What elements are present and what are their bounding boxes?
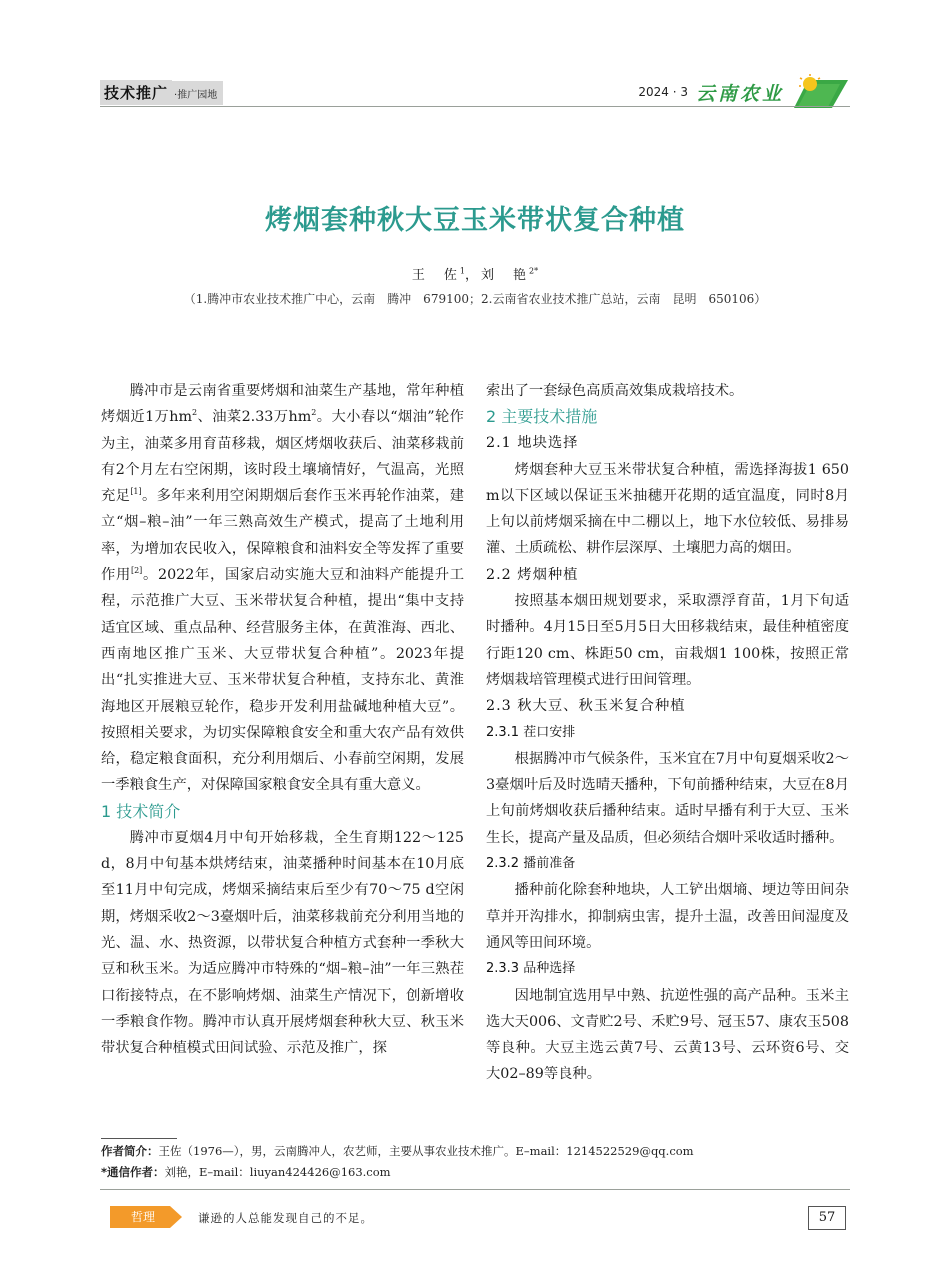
intro-text-d: 。多年来利用空闲期烟后套作玉米再轮作油菜，建立“烟–粮–油”一年三熟高效生产模式，提高了土地利用率，为增加农民收入，保障粮食和油料安全等发挥了重要作用 [101,488,465,584]
corresponding-author-text: 刘艳，E–mail：liuyan424426@163.com [164,1165,391,1179]
citation-ref[interactable]: [2] [130,566,143,576]
section-label [100,80,223,105]
intro-text-c: 。大小春以“烟油”轮作为主，油菜多用育苗移栽，烟区烤烟收获后、油菜移栽前有2个月左右空闲期，该时段土壤墒情好，气温高，光照充足 [101,409,464,505]
intro-text-a: 腾冲市是云南省重要烤烟和油菜生产基地，常年种植烤烟近1万hm [101,383,464,426]
author-2-affiliation: 2* [529,266,539,276]
intro-paragraph [101,378,464,799]
magazine-masthead [638,74,850,110]
right-column [486,378,849,1088]
author-bio-text: 王佐（1976—），男，云南腾冲人，农艺师，主要从事农业技术推广。E–mail：1214522529@qq.com [158,1144,694,1158]
superscript: 2 [192,408,198,418]
magazine-title: 云南农业 [695,82,784,105]
section-1-continuation: 索出了一套绿色高质高效集成栽培技术。 [486,383,744,399]
citation-ref[interactable]: [1] [130,487,142,497]
author-bio-footnote [101,1143,861,1159]
author-bio-label: 作者简介： [101,1144,159,1158]
section-1-paragraph: 腾冲市夏烟4月中旬开始移栽，全生育期122～125 d，8月中旬基本烘烤结束，油菜播种时间基本在10月底至11月中旬完成，烤烟采摘结束后至少有70～75 d空闲期，烤烟采收2～3臺烟叶后，油菜移栽前充分利用当地的光、温、水、热资源，以带状复合种植方式套种一季秋大豆和秋玉米。为适应腾冲市特殊的“烟–粮–油”一年三熟茬口衔接特点，在不影响烤烟、油菜生产情况下，创新增收一季粮食作物。腾冲市认真开展烤烟套种秋大豆、秋玉米带状复合种植模式田间试验、示范及推广，探 [101,829,464,1057]
section-2-3-heading: 2.3 秋大豆、秋玉米复合种植 [486,698,686,715]
corresponding-author-footnote [101,1164,861,1180]
superscript: 2 [311,408,317,418]
subsection-name: ·推广园地 [172,81,223,105]
corresponding-author-label: *通信作者： [101,1165,165,1179]
section-2-3-1-paragraph: 根据腾冲市气候条件，玉米宜在7月中旬夏烟采收2～3臺烟叶后及时选晴天播种，下旬前播种结束，大豆在8月上旬前烤烟收获后播种结束。适时早播有利于大豆、玉米生长，提高产量及品质，但必须结合烟叶采收适时播种。 [486,750,849,846]
intro-text-b: 、油菜2.33万hm [197,409,312,426]
footer-quote: 谦逊的人总能发现自己的不足。 [198,1211,373,1225]
section-1-heading: 1 技术简介 [101,801,181,821]
author-1: 王 佐 [411,268,460,283]
section-2-2-paragraph: 按照基本烟田规划要求，采取漂浮育苗，1月下旬适时播种。4月15日至5月5日大田移栽结束，最佳种植密度行距120 cm、株距50 cm，亩栽烟1 100株，按照正常烤烟栽培管理模式进行田间管理。 [486,593,849,688]
article-title: 烤烟套种秋大豆玉米带状复合种植 [265,205,685,236]
philosophy-badge-label: 哲理 [130,1210,155,1224]
leaf-sun-logo-icon [788,74,850,110]
section-2-1-paragraph: 烤烟套种大豆玉米带状复合种植，需选择海拔1 650 m以下区域以保证玉米抽穗开花期的适宜温度，同时8月上旬以前烤烟采摘在中二棚以上，地下水位较低、易排易灌、土质疏松、耕作层深厚、土壤肥力高的烟田。 [486,461,849,557]
affiliation-line: （1.腾冲市农业技术推广中心，云南 腾冲 679100；2.云南省农业技术推广总站，云南 昆明 650106） [183,292,767,306]
author-2: 刘 艳 [481,268,530,283]
author-line [0,264,950,283]
section-2-3-1-heading: 2.3.1 茬口安排 [486,724,576,740]
section-2-3-3-heading: 2.3.3 品种选择 [486,961,576,977]
issue-number: 2024 · 3 [638,85,688,99]
intro-text-e: 。2022年，国家启动实施大豆和油料产能提升工程，示范推广大豆、玉米带状复合种植，提出“集中支持适宜区域、重点品种、经营服务主体，在黄淮海、西北、西南地区推广玉米、大豆带状复合种植”。2023年提出“扎实推进大豆、玉米带状复合种植，支持东北、黄淮海地区开展粮豆轮作，稳步开发利用盐碱地种植大豆”。按照相关要求，为切实保障粮食安全和重大农产品有效供给，稳定粮食面积，充分利用烟后、小春前空闲期，发展一季粮食生产，对保障国家粮食安全具有重大意义。 [101,567,465,794]
section-name: 技术推广 [100,80,172,105]
header-rule [100,106,850,107]
page-number: 57 [808,1206,846,1230]
left-column [101,378,464,1061]
author-1-affiliation: 1 [459,266,465,276]
page-header [100,74,850,110]
footnote-rule [101,1138,177,1139]
author-separator: ， [464,268,481,283]
section-2-heading: 2 主要技术措施 [486,407,598,427]
section-2-3-2-heading: 2.3.2 播前准备 [486,856,576,872]
section-2-2-heading: 2.2 烤烟种植 [486,566,579,583]
section-2-1-heading: 2.1 地块选择 [486,435,579,452]
section-2-3-3-paragraph: 因地制宜选用早中熟、抗逆性强的高产品种。玉米主选大天006、文青贮2号、禾贮9号、冠玉57、康农玉508等良种。大豆主选云黄7号、云黄13号、云环资6号、交大02–89等良种。 [486,987,849,1083]
section-2-3-2-paragraph: 播种前化除套种地块，人工铲出烟墒、埂边等田间杂草并开沟排水，抑制病虫害，提升土温，改善田间湿度及通风等田间环境。 [486,882,849,951]
footer-rule [100,1189,850,1190]
